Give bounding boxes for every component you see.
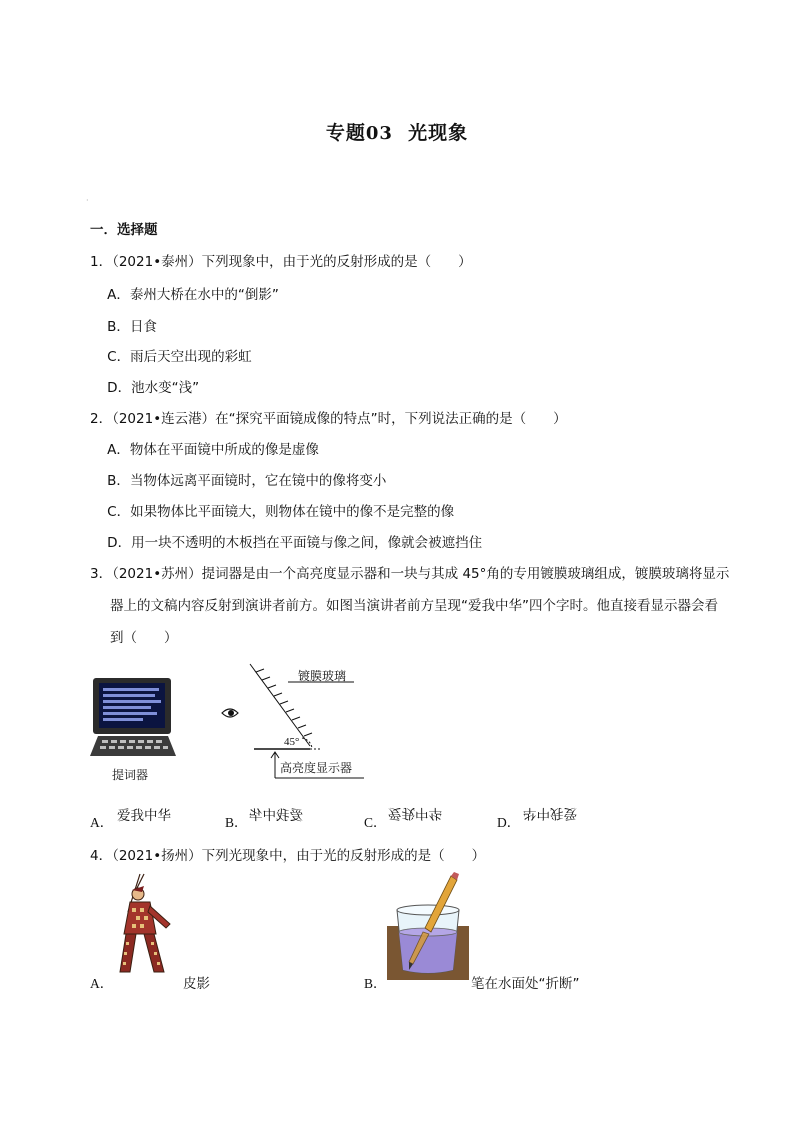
question-3-option-a-text: 爱我中华: [117, 808, 171, 824]
angle-label: 45°: [284, 736, 300, 748]
teleprompter-image: [90, 676, 180, 766]
title-prefix: 专题: [325, 122, 366, 144]
option-letter: B．: [107, 473, 130, 489]
option-letter: D．: [107, 380, 132, 396]
decorative-dot: ·: [86, 196, 89, 205]
question-1-option-a: [90, 283, 279, 303]
glass-rim: [397, 905, 459, 915]
option-text: 当物体远离平面镜时，它在镜中的像将变小: [129, 473, 387, 489]
question-2-option-c: [90, 500, 454, 520]
pencil-in-water-image: [387, 870, 469, 980]
section-heading: 一．选择题: [90, 222, 158, 238]
title-suffix: 光现象: [408, 122, 469, 144]
water: [399, 932, 457, 973]
question-3-option-c-letter: C．: [364, 815, 387, 830]
title-number: 03: [365, 123, 393, 144]
question-3-option-a-letter: A．: [90, 815, 114, 830]
question-3-option-b-text: [249, 804, 303, 824]
rotated-text: 爱我中华: [523, 805, 577, 821]
display-label: 高亮度显示器: [280, 761, 353, 775]
option-letter: A．: [107, 287, 130, 303]
question-3-stem-line3: 到（ ）: [110, 630, 178, 646]
question-4-option-a-letter: A．: [90, 976, 114, 991]
puppet-leg-left: [120, 934, 136, 972]
question-2-stem: 2．（2021•连云港）在“探究平面镜成像的特点”时，下列说法正确的是（ ）: [90, 411, 567, 427]
shadow-puppet-image: [110, 872, 180, 980]
option-text: 物体在平面镜中所成的像是虚像: [129, 442, 319, 458]
option-letter: B．: [107, 319, 130, 335]
option-letter: C．: [107, 349, 131, 365]
option-letter: D．: [107, 535, 132, 551]
question-1-option-b: [90, 315, 157, 335]
question-4-option-b-letter: B．: [364, 976, 387, 991]
question-4-option-a-text: 皮影: [183, 976, 210, 992]
question-3-option-d-letter: D．: [497, 815, 521, 830]
angle-arc: [302, 738, 312, 748]
question-1-option-c: [90, 345, 252, 365]
option-text: 如果物体比平面镜大，则物体在镜中的像不是完整的像: [130, 504, 455, 520]
question-1-stem: 1．（2021•泰州）下列现象中，由于光的反射形成的是（ ）: [90, 254, 472, 270]
question-3-option-d-text: [523, 805, 577, 825]
mirrored-text: 爱我中华: [249, 808, 303, 824]
option-text: 日食: [129, 319, 157, 335]
option-text: 泰州大桥在水中的“倒影”: [129, 287, 279, 303]
question-2-option-d: [90, 531, 482, 551]
question-3-option-b-letter: B．: [225, 815, 248, 830]
eye-icon: [222, 709, 238, 717]
option-letter: A．: [107, 442, 130, 458]
question-3-option-c-text: [388, 805, 442, 825]
question-4-stem: 4．（2021•扬州）下列光现象中，由于光的反射形成的是（ ）: [90, 848, 486, 864]
flipped-text: 爱我中华: [388, 805, 442, 821]
glass-label: 镀膜玻璃: [298, 669, 347, 683]
question-2-option-b: [90, 469, 386, 489]
question-1-option-d: [90, 376, 199, 396]
question-3-stem-line1: 3．（2021•苏州）提词器是由一个高亮度显示器和一块与其成 45°角的专用镀膜玻璃组成，镀膜玻璃将显示: [90, 566, 730, 582]
question-4-option-b-text: 笔在水面处“折断”: [471, 976, 580, 992]
option-text: 池水变“浅”: [131, 380, 200, 396]
option-text: 用一块不透明的木板挡在平面镜与像之间，像就会被遮挡住: [131, 535, 483, 551]
option-text: 雨后天空出现的彩虹: [130, 349, 252, 365]
option-letter: C．: [107, 504, 131, 520]
question-3-stem-line2: 器上的文稿内容反射到演讲者前方。如图当演讲者前方呈现“爱我中华”四个字时。他直接看显示器会看: [110, 598, 718, 614]
question-2-option-a: [90, 438, 319, 458]
page-title: [0, 118, 794, 145]
teleprompter-caption: 提词器: [112, 768, 149, 782]
